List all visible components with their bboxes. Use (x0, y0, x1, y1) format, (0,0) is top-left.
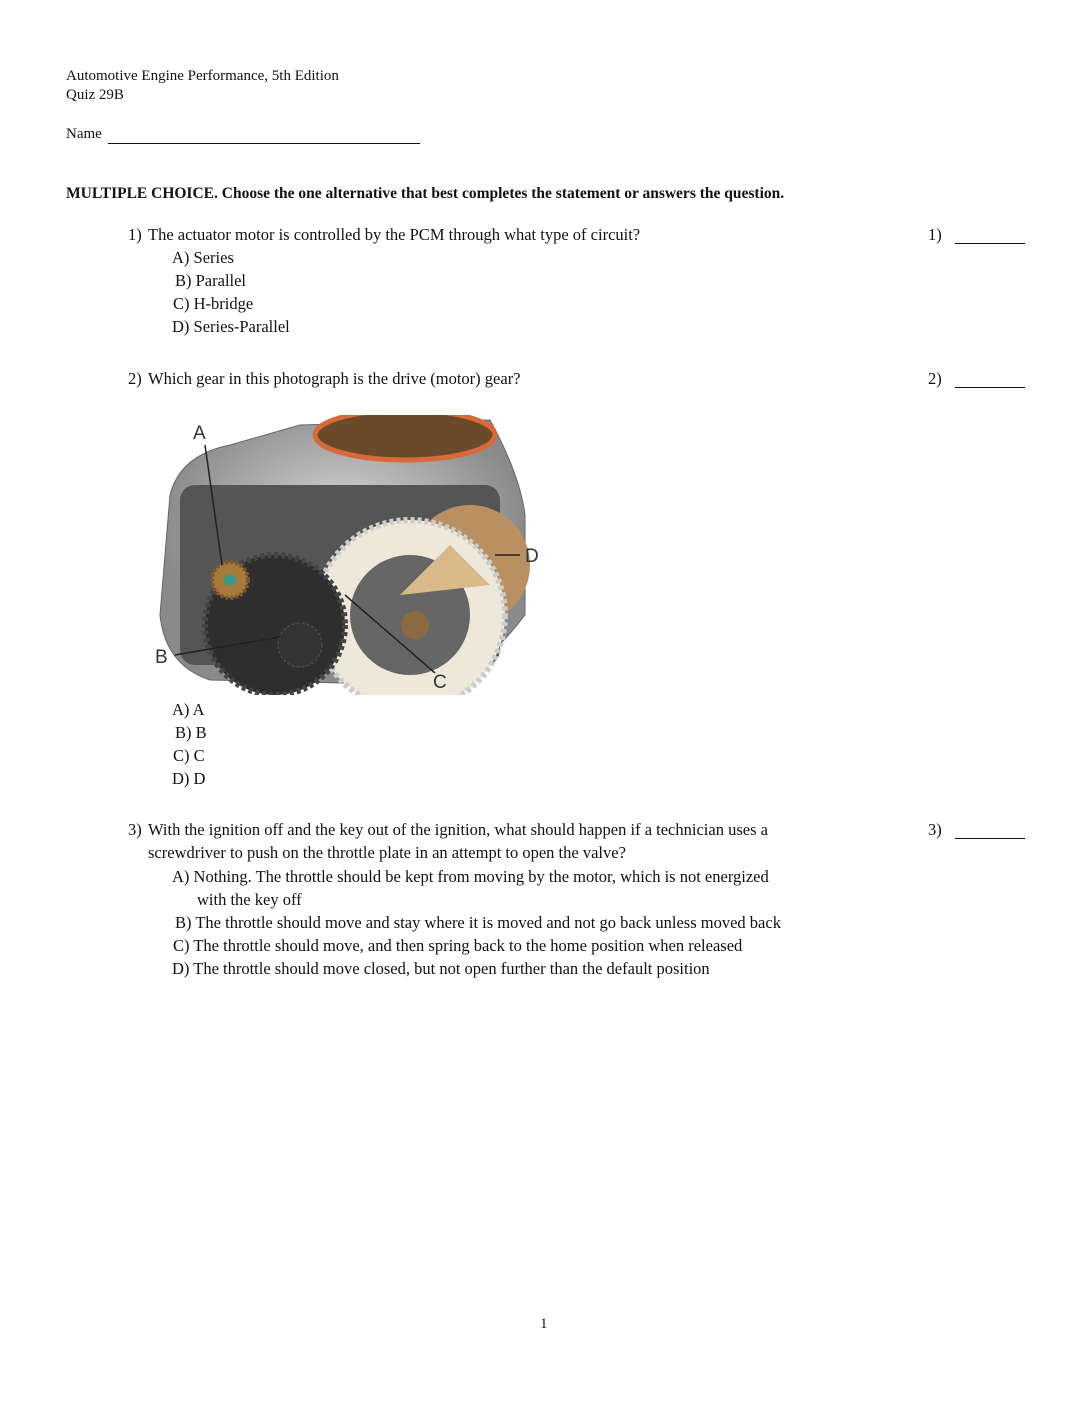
option: A) Nothing. The throttle should be kept from moving by the motor, which is not energized (172, 867, 769, 886)
question-3-text: With the ignition off and the key out of the ignition, what should happen if a technician uses a (148, 820, 768, 839)
option: B) Parallel (175, 271, 247, 290)
option: D) The throttle should move closed, but not open further than the default position (172, 959, 710, 978)
option: A) Series (172, 248, 234, 267)
throttle-body-photo (150, 415, 550, 695)
option-cont: with the key off (197, 890, 302, 909)
option: C) H-bridge (173, 294, 254, 313)
option: D) D (172, 769, 206, 788)
question-1-text: The actuator motor is controlled by the PCM through what type of circuit? (148, 225, 641, 244)
answer-2-blank[interactable] (955, 386, 1025, 388)
answer-2-number: 2) (928, 369, 942, 388)
image-label-d: D (525, 546, 539, 567)
answer-1-number: 1) (928, 225, 942, 244)
course-title: Automotive Engine Performance, 5th Edition (66, 68, 339, 84)
name-field[interactable] (108, 143, 420, 144)
answer-1-blank[interactable] (955, 242, 1025, 244)
question-2-number: 2) (128, 369, 142, 388)
option: B) B (175, 723, 207, 742)
answer-3-blank[interactable] (955, 837, 1025, 839)
image-label-c: C (433, 672, 447, 693)
question-1-number: 1) (128, 225, 142, 244)
image-label-b: B (155, 647, 168, 668)
question-3-number: 3) (128, 820, 142, 839)
option: C) The throttle should move, and then spring back to the home position when released (173, 936, 743, 955)
option: A) A (172, 700, 205, 719)
option: D) Series-Parallel (172, 317, 290, 336)
instructions: MULTIPLE CHOICE. Choose the one alternative that best completes the statement or answers the question. (66, 185, 785, 202)
question-2-text: Which gear in this photograph is the drive (motor) gear? (148, 369, 521, 388)
answer-3-number: 3) (928, 820, 942, 839)
image-label-a: A (193, 423, 206, 444)
option: C) C (173, 746, 205, 765)
question-3-text-cont: screwdriver to push on the throttle plate in an attempt to open the valve? (148, 843, 626, 862)
option: B) The throttle should move and stay where it is moved and not go back unless moved back (175, 913, 781, 932)
name-label: Name (66, 126, 102, 142)
page-number: 1 (540, 1316, 548, 1332)
quiz-title: Quiz 29B (66, 87, 124, 103)
